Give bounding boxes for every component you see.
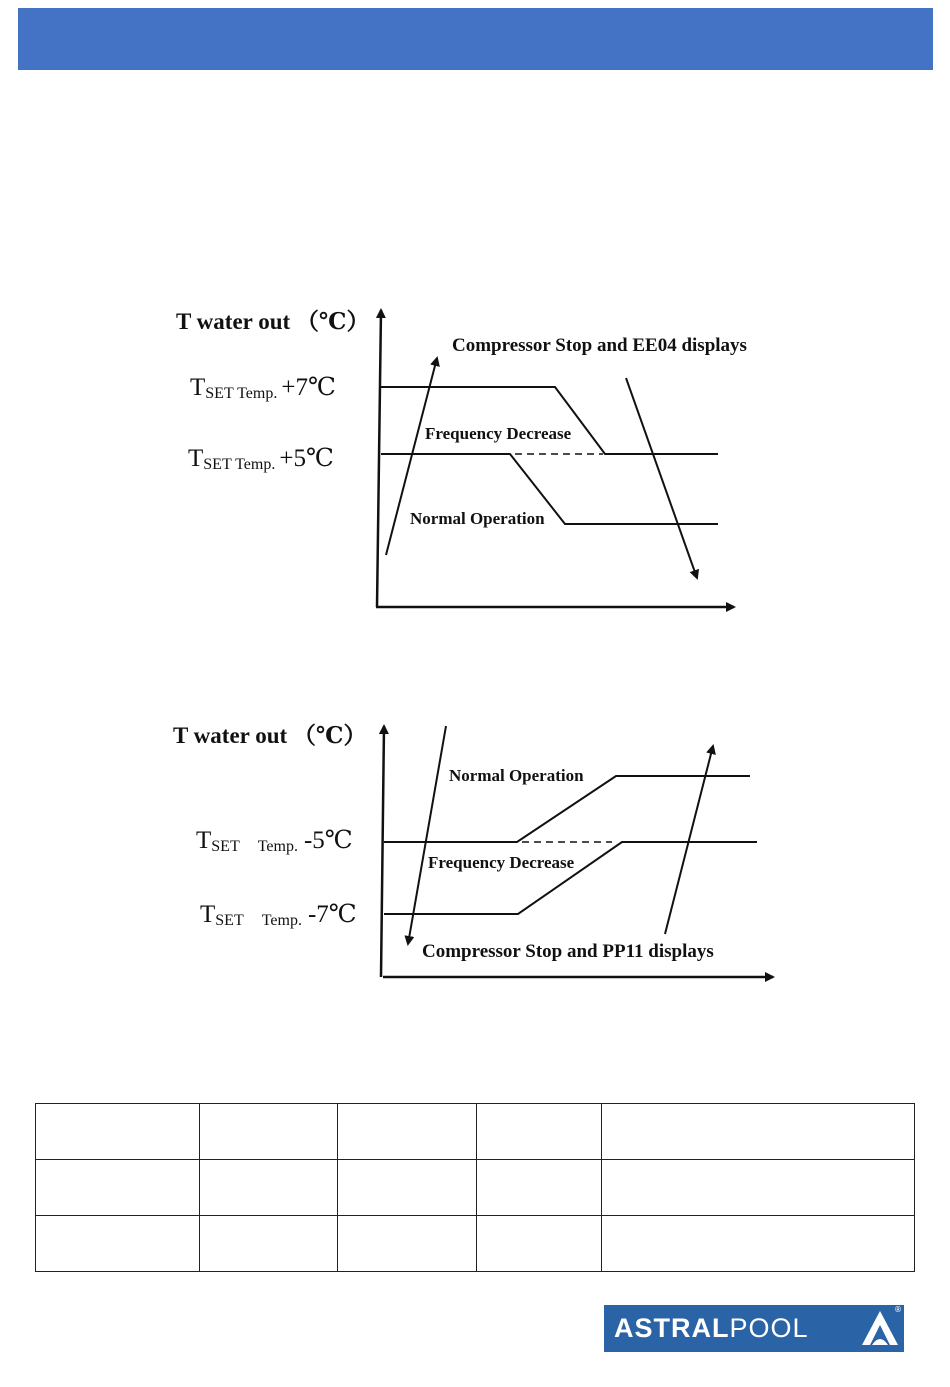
level-low-label: TSET Temp. -7℃ — [200, 901, 357, 929]
table-cell — [477, 1160, 602, 1216]
astralpool-logo — [604, 1305, 904, 1352]
y-axis — [381, 726, 384, 977]
table-cell — [338, 1160, 477, 1216]
axis-label: T water out （℃） — [173, 723, 367, 748]
high-line — [384, 776, 750, 842]
rising-arrow — [665, 746, 713, 934]
table-cell — [602, 1216, 915, 1272]
table-cell — [338, 1104, 477, 1160]
table-cell — [602, 1160, 915, 1216]
table-row — [36, 1104, 915, 1160]
table-cell — [200, 1104, 338, 1160]
data-table — [35, 1103, 915, 1272]
registered-mark: ® — [894, 1305, 902, 1314]
table-row — [36, 1160, 915, 1216]
logo-text: ASTRALPOOL — [614, 1313, 809, 1343]
level-low-label: TSET Temp. +5℃ — [188, 445, 334, 473]
table-cell — [36, 1104, 200, 1160]
table-cell — [477, 1104, 602, 1160]
table-cell — [200, 1160, 338, 1216]
compressor-label: Compressor Stop and EE04 displays — [452, 335, 747, 356]
table-cell — [36, 1216, 200, 1272]
table-cell — [36, 1160, 200, 1216]
normal-label: Normal Operation — [449, 766, 584, 785]
table-cell — [477, 1216, 602, 1272]
level-high-label: TSET Temp. -5℃ — [196, 827, 353, 855]
table-cell — [200, 1216, 338, 1272]
frequency-label: Frequency Decrease — [428, 853, 575, 872]
falling-arrow — [408, 726, 446, 944]
table-cell — [338, 1216, 477, 1272]
axis-label: T water out （℃） — [176, 309, 370, 334]
normal-label: Normal Operation — [410, 509, 545, 528]
level-high-label: TSET Temp. +7℃ — [190, 374, 336, 402]
table-row — [36, 1216, 915, 1272]
frequency-label: Frequency Decrease — [425, 424, 572, 443]
compressor-label: Compressor Stop and PP11 displays — [422, 941, 714, 962]
table-cell — [602, 1104, 915, 1160]
